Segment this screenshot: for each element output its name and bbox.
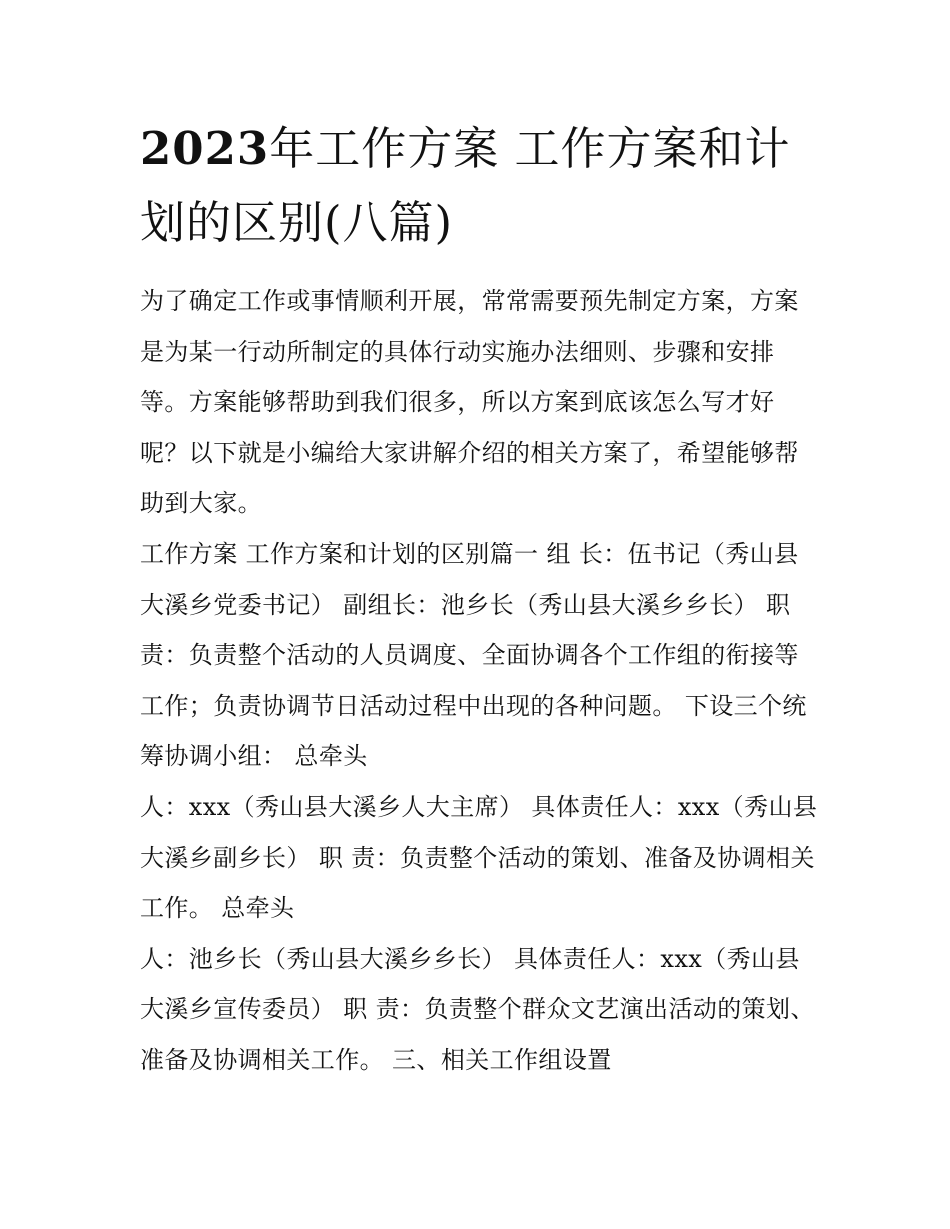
intro-paragraph: 为了确定工作或事情顺利开展，常常需要预先制定方案，方案是为某一行动所制定的具体行动实施办法细则、步骤和安排等。方案能够帮助到我们很多，所以方案到底该怎么写才好呢？以下就是小编给大家讲解介绍的相关方案了，希望能够帮助到大家。 <box>140 287 799 518</box>
body-paragraph-3: 人：池乡长（秀山县大溪乡乡长） 具体责任人：xxx（秀山县大溪乡宣传委员） 职 责：负责整个群众文艺演出活动的策划、准备及协调相关工作。 三、相关工作组设置 <box>140 944 815 1074</box>
body-paragraph-1: 工作方案 工作方案和计划的区别篇一 组 长：伍书记（秀山县大溪乡党委书记） 副组长：池乡长（秀山县大溪乡乡长） 职 责：负责整个活动的人员调度、全面协调各个工作组的衔接等工作；负责协调节日活动过程中出现的各种问题。 下设三个统筹协调小组： 总牵头 <box>140 539 807 771</box>
document-title <box>140 112 830 260</box>
body-paragraph-2: 人：xxx（秀山县大溪乡人大主席） 具体责任人：xxx（秀山县大溪乡副乡长） 职 责：负责整个活动的策划、准备及协调相关工作。 总牵头 <box>140 792 818 923</box>
title-text: 年工作方案 工作方案和计划的区别(八篇) <box>140 122 791 249</box>
document-body <box>140 276 820 1086</box>
title-year: 2023 <box>140 122 270 175</box>
